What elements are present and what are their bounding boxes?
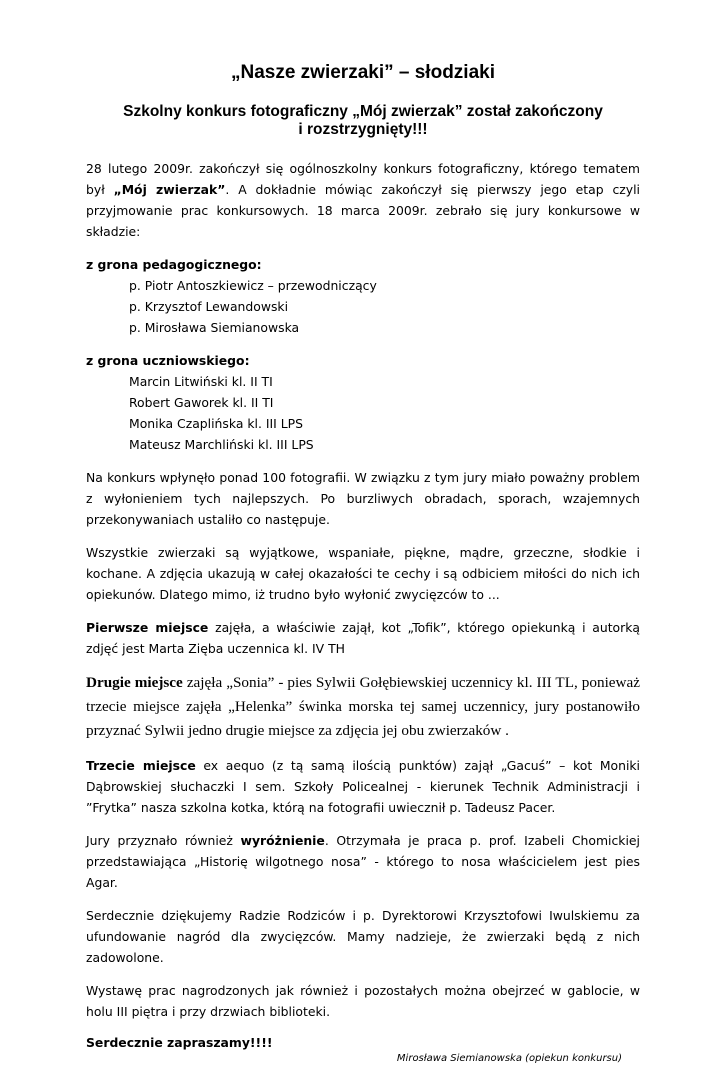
entries-paragraph: Na konkurs wpłynęło ponad 100 fotografii. W związku z tym jury miało poważny problem z wyłonieniem tych najlepszych. Po burzliwych obradach, sporach, wzajemnych przekonywaniach ustaliło co następuje. [86,469,640,527]
third-place-paragraph [86,755,640,818]
subtitle-line-1: Szkolny konkurs fotograficzny „Mój zwierzak” został zakończony [123,102,603,120]
intro-contest-name: „Mój zwierzak” [113,181,226,197]
intro-paragraph [86,158,640,242]
list-item: Monika Czaplińska kl. III LPS [129,415,303,431]
page-subtitle [86,103,640,140]
intro-text-1: 28 lutego 2009r. zakończył się ogólnoszkolny konkurs fotograficzny, którego tematem był [86,160,640,197]
jury-students-list [86,371,640,455]
page-title: „Nasze zwierzaki” – słodziaki [230,62,495,83]
first-place-paragraph [86,617,640,659]
second-place-paragraph [86,671,640,743]
intro-text-2: . A dokładnie mówiąc zakończył się pierwszy jego etap czyli przyjmowanie prac konkursowych. 18 marca 2009r. zebrało się jury konkursowe w składzie: [86,181,640,239]
jury-teachers-list [86,275,640,338]
list-item: p. Krzysztof Lewandowski [129,298,289,314]
third-place-label: Trzecie miejsce [86,757,196,773]
list-item: Mateusz Marchliński kl. III LPS [129,436,314,452]
jury-teachers-heading: z grona pedagogicznego: [86,256,262,272]
list-item: Robert Gaworek kl. II TI [129,394,274,410]
distinction-label: wyróżnienie [240,832,325,848]
third-place-text: ex aequo (z tą samą ilością punktów) zajął „Gacuś” – kot Moniki Dąbrowskiej słuchaczki I sem. Szkoły Policealnej - kierunek Technik Administracji i ”Frytka” nasza szkolna kotka, którą na fotografii uwiecznił p. Tadeusz Pacer. [86,757,641,815]
distinction-text-2: . Otrzymała je praca p. prof. Izabeli Chomickiej przedstawiająca „Historię wilgotnego nosa” - którego to nosa właścicielem jest pies Agar. [86,832,640,890]
document-page [86,62,640,1066]
second-place-text: zajęła „Sonia” - pies Sylwii Gołębiewskiej uczennicy kl. III TL, ponieważ trzecie miejsce zajęła „Helenka” świnka morska tej samej uczennicy, jury postanowiło przyznać Sylwii jedno drugie miejsce za zdjęcia jej obu zwierzaków . [86,673,640,739]
thanks-paragraph: Serdecznie dziękujemy Radzie Rodziców i p. Dyrektorowi Krzysztofowi Iwulskiemu za ufundowanie nagród dla zwycięzców. Mamy nadzieje, że zwierzaki będą z nich zadowolone. [86,907,640,965]
list-item: Marcin Litwiński kl. II TI [129,373,273,389]
first-place-text: zajęła, a właściwie zajął, kot „Tofik”, którego opiekunką i autorką zdjęć jest Marta Zięba uczennica kl. IV TH [86,619,640,656]
animals-paragraph: Wszystkie zwierzaki są wyjątkowe, wspaniałe, piękne, mądre, grzeczne, słodkie i kochane. A zdjęcia ukazują w całej okazałości te cechy i są odbiciem miłości do nich ich opiekunów. Dlatego mimo, iż trudno było wyłonić zwycięzców to ... [86,544,640,602]
distinction-text-1: Jury przyznało również [86,832,241,848]
first-place-label: Pierwsze miejsce [86,619,209,635]
distinction-paragraph [86,830,640,893]
closing-invitation: Serdecznie zapraszamy!!!! [86,1034,273,1050]
subtitle-line-2: i rozstrzygnięty!!! [298,121,428,139]
jury-students-heading: z grona uczniowskiego: [86,352,250,368]
signature: Mirosława Siemianowska (opiekun konkursu) [396,1052,622,1064]
second-place-label: Drugie miejsce [86,673,183,691]
exhibition-paragraph: Wystawę prac nagrodzonych jak również i pozostałych można obejrzeć w gablocie, w holu III piętra i przy drzwiach biblioteki. [86,982,640,1019]
list-item: p. Piotr Antoszkiewicz – przewodniczący [129,277,377,293]
list-item: p. Mirosława Siemianowska [129,319,300,335]
